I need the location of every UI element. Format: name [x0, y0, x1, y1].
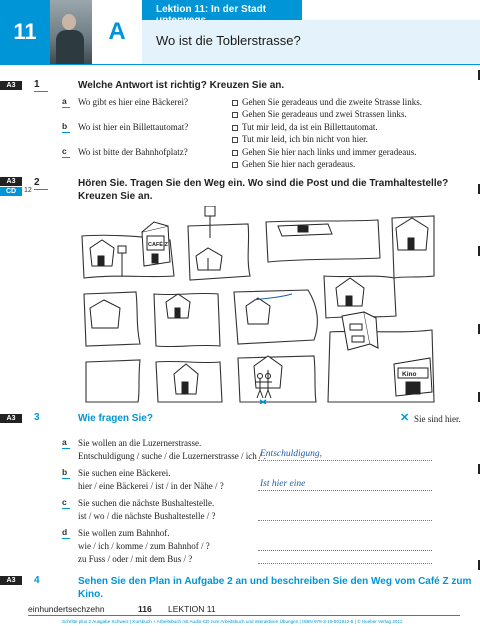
tag-cd: CD [0, 187, 22, 196]
map-block [188, 224, 250, 280]
checkbox[interactable] [232, 137, 238, 143]
map-block [234, 290, 317, 344]
footer-divider [28, 615, 460, 616]
house-building [278, 224, 332, 236]
answer-line[interactable] [258, 563, 432, 564]
signpost-icon [205, 206, 215, 238]
lesson-label: Lektion 11: In der Stadt [142, 0, 302, 20]
house-building [90, 240, 114, 266]
map-block [86, 360, 140, 402]
tag-a3: A3 [0, 414, 22, 423]
task-text: Sie wollen an die Luzernerstrasse. [78, 438, 202, 448]
exercise-2-instruction-line2: Kreuzen Sie an. [78, 191, 153, 202]
copyright-text: Schritte plus 2 Ausgabe Schweiz | Kursbuch + Arbeitsbuch mit Audio-CD zum Arbeitsbuch und interaktiven Übungen | ISBN 978-3-19-501912-5 | © Hueber Verlag 2011 [62, 619, 403, 624]
kino-label: Kino [402, 371, 417, 378]
answer-option[interactable]: Gehen Sie geradeaus und die zweite Strasse links. [232, 96, 422, 108]
answer-line[interactable] [258, 490, 432, 491]
answer-line[interactable] [258, 550, 432, 551]
exercise-1-instruction: Welche Antwort ist richtig? Kreuzen Sie an. [78, 80, 285, 91]
question-text: Wo gibt es hier eine Bäckerei? [78, 97, 188, 107]
item-label: b [62, 121, 70, 131]
footer-lesson: LEKTION 11 [168, 604, 216, 614]
exercise-underline [34, 189, 48, 190]
signpost-icon [118, 246, 126, 276]
exercise-3-title: Wie fragen Sie? [78, 413, 153, 424]
you-are-here-x-icon: ✕ [400, 412, 410, 424]
answer-option[interactable]: Gehen Sie geradeaus und zwei Strassen links. [232, 108, 407, 120]
answer-line[interactable] [258, 460, 432, 461]
word-prompt: wie / ich / komme / zum Bahnhof / ? [78, 541, 210, 551]
legend-text: Sie sind hier. [414, 414, 461, 424]
checkbox[interactable] [232, 150, 238, 156]
word-prompt: hier / eine Bäckerei / ist / in der Nähe / ? [78, 481, 224, 491]
answer-option[interactable]: Gehen Sie hier nach links und immer geradeaus. [232, 146, 416, 158]
checkbox[interactable] [232, 125, 238, 131]
house-building [90, 300, 120, 328]
item-label: c [62, 497, 70, 507]
house-building [174, 364, 198, 394]
exercise-underline [34, 91, 48, 92]
word-prompt: zu Fuss / oder / mit dem Bus / ? [78, 554, 193, 564]
exercise-1-number: 1 [34, 79, 40, 90]
exercise-3-number: 3 [34, 412, 40, 423]
answer-line[interactable] [258, 520, 432, 521]
header-divider [0, 64, 480, 65]
answer-option[interactable]: Tut mir leid, ich bin nicht von hier. [232, 133, 368, 145]
house-building [336, 278, 364, 306]
handwritten-answer: Ist hier eine [260, 479, 306, 489]
exercise-2-number: 2 [34, 177, 40, 188]
house-building [246, 298, 270, 324]
item-label: c [62, 146, 70, 156]
house-building [166, 294, 190, 318]
handwritten-answer: Entschuldigung, [260, 449, 323, 459]
word-prompt: Entschuldigung / suche / die Luzernerstrasse / ich / . [78, 451, 266, 461]
house-building [396, 218, 428, 250]
header-photo [50, 0, 92, 64]
question-text: Wo ist bitte der Bahnhofplatz? [78, 147, 188, 157]
tag-a3: A3 [0, 177, 22, 186]
walking-route [254, 294, 292, 300]
house-building [196, 248, 222, 270]
lesson-number: 11 [13, 19, 37, 44]
answer-option[interactable]: Tut mir leid, da ist ein Billettautomat. [232, 121, 378, 133]
page-title: Wo ist die Toblerstrasse? [142, 20, 480, 64]
question-text: Wo ist hier ein Billettautomat? [78, 122, 189, 132]
lesson-number-box [0, 0, 50, 64]
cafe-label: CAFÉ Z [148, 242, 168, 248]
item-label: a [62, 96, 70, 106]
task-text: Sie suchen eine Bäckerei. [78, 468, 171, 478]
page-number: 116 [138, 604, 152, 614]
exercise-4-number: 4 [34, 575, 40, 586]
item-label: d [62, 527, 70, 537]
task-text: Sie suchen die nächste Bushaltestelle. [78, 498, 215, 508]
word-prompt: ist / wo / die nächste Bushaltestelle / ? [78, 511, 216, 521]
exercise-2-instruction-line1: Hören Sie. Tragen Sie den Weg ein. Wo sind die Post und die Tramhaltestelle? [78, 178, 449, 189]
tag-a3: A3 [0, 81, 22, 90]
page-words: einhundertsechzehn [28, 604, 105, 614]
item-label: a [62, 437, 70, 447]
answer-option[interactable]: Gehen Sie hier nach geradeaus. [232, 158, 355, 170]
street-map[interactable] [78, 206, 438, 404]
tall-building [342, 312, 378, 350]
checkbox[interactable] [232, 112, 238, 118]
task-text: Sie wollen zum Bahnhof. [78, 528, 170, 538]
checkbox[interactable] [232, 100, 238, 106]
section-letter: A [92, 0, 142, 64]
item-label: b [62, 467, 70, 477]
checkbox[interactable] [232, 162, 238, 168]
exercise-4-instruction: Sehen Sie den Plan in Aufgabe 2 an und beschreiben Sie den Weg vom Café Z zum Kino. [78, 576, 472, 600]
cd-track-number: 12 [24, 187, 32, 194]
tag-a3: A3 [0, 576, 22, 585]
